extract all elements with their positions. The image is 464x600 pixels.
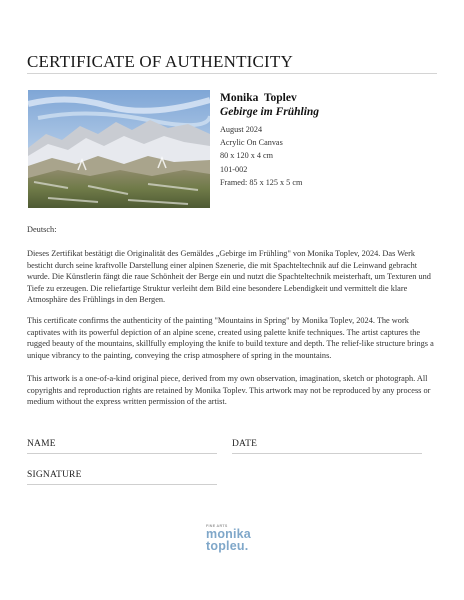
certificate-title: CERTIFICATE OF AUTHENTICITY bbox=[27, 52, 293, 71]
title-divider bbox=[27, 73, 437, 74]
artwork-title: Gebirge im Frühling bbox=[220, 106, 320, 118]
signature-label: SIGNATURE bbox=[27, 470, 82, 480]
name-label: NAME bbox=[27, 439, 56, 449]
logo-line-1: monika bbox=[206, 527, 251, 541]
artwork-framed: Framed: 85 x 125 x 5 cm bbox=[220, 177, 303, 187]
logo-small-text: FINE ARTS bbox=[206, 524, 228, 528]
name-line[interactable] bbox=[27, 453, 217, 454]
mountain-painting-icon bbox=[28, 90, 210, 208]
artwork-medium: Acrylic On Canvas bbox=[220, 138, 283, 148]
date-label: DATE bbox=[232, 439, 258, 449]
artist-name: Monika Toplev bbox=[220, 92, 297, 104]
german-paragraph: Dieses Zertifikat bestätigt die Originalität des Gemäldes „Gebirge im Frühling" von Monika Toplev, 2024. Das Werk besticht durch seine kraftvolle Darstellung einer alpinen Szenerie, die mit Spachteltechnik auf die Leinwand gebracht wurde. Die Künstlerin fängt die raue Schönheit der Berge ein und nutzt die Spachteltechnik meisterhaft, um Texturen und Tiefe zu erzeugen. Die reliefartige Struktur verleiht dem Bild eine besondere Lebendigkeit und vermittelt die klare Atmosphäre des Frühlings in den Bergen. bbox=[27, 249, 431, 305]
signature-line[interactable] bbox=[27, 484, 217, 485]
logo-line-2: topleu. bbox=[206, 539, 249, 553]
mountain-painting-image bbox=[28, 90, 210, 208]
artwork-info bbox=[220, 92, 319, 187]
artwork-code: 101-002 bbox=[220, 164, 248, 174]
rights-paragraph: This artwork is a one-of-a-kind original piece, derived from my own observation, imagination, sketch or photograph. All copyrights and reproduction rights are retained by Monika Toplev. This artwork may not be reproduced by any process or medium without the express written permission of the artist. bbox=[27, 374, 431, 407]
artwork-date: August 2024 bbox=[220, 125, 263, 134]
brand-logo bbox=[206, 524, 266, 556]
artwork-dimensions: 80 x 120 x 4 cm bbox=[220, 151, 273, 161]
english-paragraph: This certificate confirms the authenticity of the painting "Mountains in Spring" by Monika Toplev, 2024. The work captivates with its powerful depiction of an alpine scene, created using palette knife techniques. The artist captures the rugged beauty of the mountains, skillfully employing the knife to build texture and depth. The relief-like structure brings a unique vibrancy to the painting, conveying the crisp atmosphere of spring in the mountains. bbox=[27, 316, 434, 360]
date-line[interactable] bbox=[232, 453, 422, 454]
german-label: Deutsch: bbox=[27, 225, 57, 234]
